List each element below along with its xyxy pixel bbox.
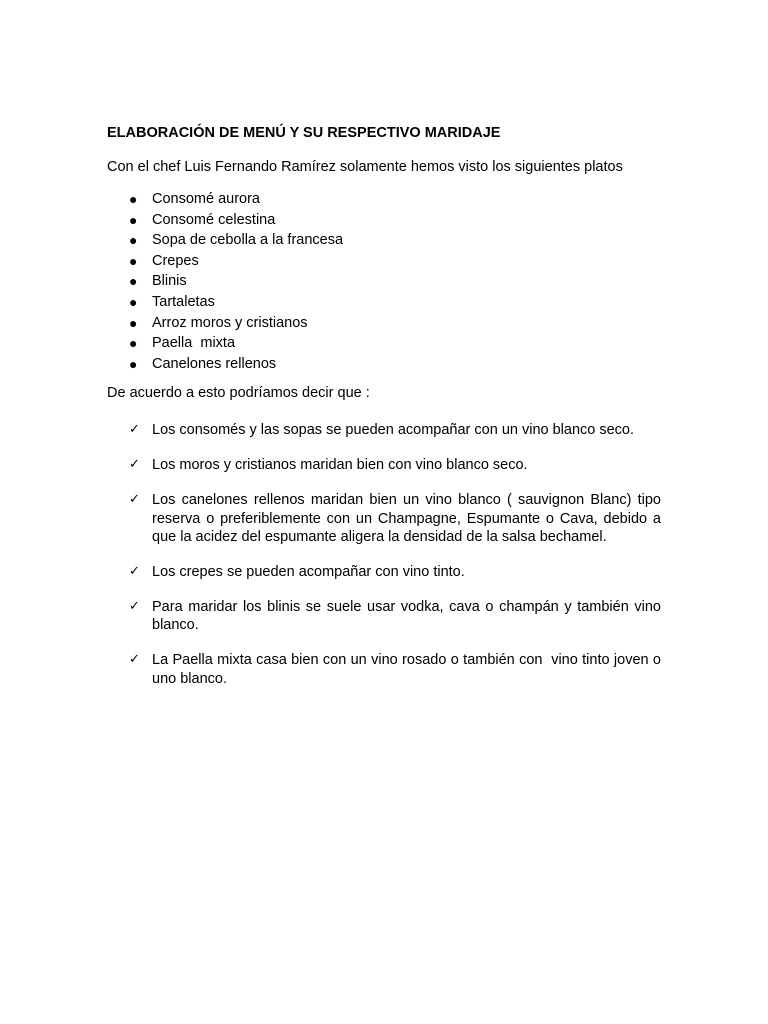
- bullet-icon: ●: [129, 314, 138, 331]
- list-item: [107, 210, 661, 231]
- list-item: [107, 313, 661, 334]
- dish-list: [107, 189, 661, 374]
- dish-name: Paella mixta: [152, 335, 236, 352]
- list-item: [107, 271, 661, 292]
- pairing-text: Para maridar los blinis se suele usar vodka, cava o champán y también vino blanco.: [152, 598, 661, 634]
- bullet-icon: ●: [129, 252, 138, 269]
- dish-name: Blinis: [152, 273, 187, 290]
- list-item: [107, 421, 661, 439]
- pairing-text: La Paella mixta casa bien con un vino rosado o también con vino tinto joven o uno blanco.: [152, 652, 666, 687]
- pairing-text: Los moros y cristianos maridan bien con vino blanco seco.: [152, 457, 528, 474]
- pairing-text: Los consomés y las sopas se pueden acompañar con un vino blanco seco.: [152, 422, 635, 439]
- dish-name: Consomé celestina: [152, 211, 276, 228]
- conclusion-paragraph: De acuerdo a esto podríamos decir que :: [107, 385, 370, 402]
- intro-paragraph: Con el chef Luis Fernando Ramírez solamente hemos visto los siguientes platos: [107, 159, 623, 175]
- list-item: [107, 456, 661, 474]
- checkmark-icon: ✓: [129, 652, 140, 668]
- list-item: [107, 354, 661, 375]
- list-item: [107, 598, 661, 635]
- list-item: [107, 189, 661, 210]
- checkmark-icon: ✓: [129, 422, 140, 438]
- dish-name: Sopa de cebolla a la francesa: [152, 232, 344, 249]
- document-title: ELABORACIÓN DE MENÚ Y SU RESPECTIVO MARIDAJE: [107, 125, 501, 141]
- bullet-icon: ●: [129, 355, 138, 372]
- checkmark-icon: ✓: [129, 492, 140, 508]
- bullet-icon: ●: [129, 232, 138, 249]
- list-item: [107, 230, 661, 251]
- dish-name: Crepes: [152, 252, 199, 269]
- bullet-icon: ●: [129, 191, 138, 207]
- checkmark-icon: ✓: [129, 457, 140, 473]
- list-item: [107, 333, 661, 354]
- document-page: [107, 124, 666, 704]
- checkmark-icon: ✓: [129, 598, 140, 614]
- dish-name: Canelones rellenos: [152, 355, 277, 372]
- dish-name: Arroz moros y cristianos: [152, 314, 308, 331]
- list-item: [107, 292, 661, 313]
- bullet-icon: ●: [129, 273, 138, 290]
- list-item: [107, 651, 666, 688]
- pairing-text: Los canelones rellenos maridan bien un vino blanco ( sauvignon Blanc) tipo reserva o preferiblemente con un Champagne, Espumante o Cava, debido a que la acidez del espumante aligera la densidad de la salsa bechamel.: [152, 492, 661, 545]
- bullet-icon: ●: [129, 293, 138, 310]
- pairing-list: [107, 421, 666, 688]
- dish-name: Tartaletas: [152, 293, 215, 310]
- list-item: [107, 251, 661, 272]
- list-item: [107, 563, 661, 581]
- list-item: [107, 491, 661, 546]
- bullet-icon: ●: [129, 335, 138, 352]
- bullet-icon: ●: [129, 211, 138, 228]
- pairing-text: Los crepes se pueden acompañar con vino tinto.: [152, 563, 465, 580]
- checkmark-icon: ✓: [129, 563, 140, 579]
- dish-name: Consomé aurora: [152, 191, 260, 207]
